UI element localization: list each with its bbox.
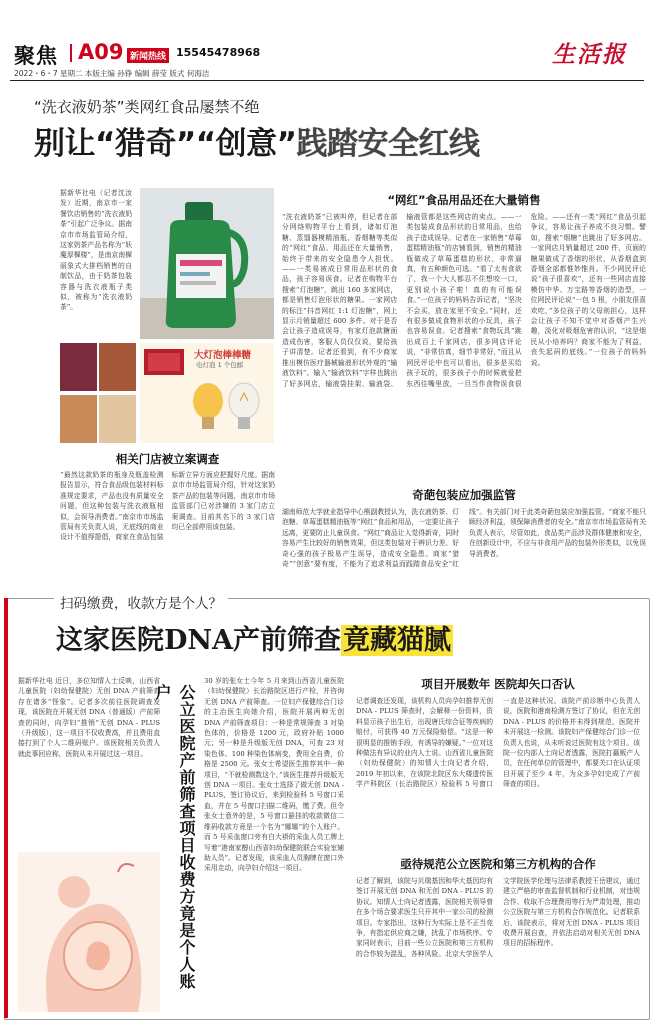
section-title-store-investigation: 相关门店被立案调查 bbox=[115, 452, 220, 466]
photo-pregnant-illustration bbox=[18, 852, 160, 1012]
story2-lead: 据新华社电 近日，多位知情人士反映，山西省儿童医院（妇幼保健院）无创 DNA 产前筛查存在诸多“怪象”。记者多次前往医院调查发现，该医院在开展无创 DNA（普通版）产前筛查的同时，向孕妇“推销”无创 DNA - PLUS（升级版），这一项目不仅收费高，并且费用直接打到了个人二维码账户。该医院相关负责人就此事回应称，医院从未开展过这一项目。 bbox=[18, 677, 160, 758]
story2-headline bbox=[56, 618, 453, 657]
section-divider bbox=[70, 44, 72, 62]
masthead bbox=[0, 0, 654, 82]
story2-vertical-title: 公立医院产前筛查项目收费方竟是个人账户 bbox=[153, 684, 196, 990]
masthead-rule bbox=[10, 80, 644, 81]
section-body-hospital-denial: 记者调查还发现，该机构人员向孕妇推荐无创 DNA - PLUS 筛查时，会解释一份资料，资料显示孩子出生后，出现唐氏综合征等疾病的赔付，可获得 40 万元保险赔偿。“这是一种很明显的推销手段，有诱导的嫌疑。”一位对这种做法有异议的业内人士说。山西省儿童医院（妇幼保健院）的知情人士向记者介绍，2019 年初以来，在该院北院区东大楼遗传医学产科院区（长治路院区）检验科 5 号窗口一直是这种状况。该院产前诊断中心负责人说，医院和港南检测方签订了协议，但在无创 DNA - PLUS 的价格并未得到规范，医院并未开展这一检测。该院妇产保健综合门诊一位负责人也说，从未听说过医院有这个项目。该院一位内部人士向记者透露，医院打赢贩产人员，在任何单位的管理中，都要关口在认证项目开展了至少 4 年，为众多孕妇完成了产前筛查的项目。 bbox=[356, 697, 640, 789]
photo-lightbulb-candy bbox=[140, 343, 274, 443]
pregnancy-illustration bbox=[18, 852, 160, 1012]
photo-bottle-thumbnails bbox=[60, 343, 136, 443]
story1-lead: 据新华社电（记者沈汝发）近期，南京市一家餐饮店销售的“洗衣液奶茶”引起广泛争议。据南京市市场监管局介绍，这家奶茶产品名称为“妖魔厚樨楼”，是南京南樨丽象式大排档销售的自制饮品，由于奶茶包装容器与洗衣液瓶子类似，被称为“洗衣液奶茶”。 bbox=[60, 189, 132, 312]
section-title-cooperation-regulation: 亟待规范公立医院和第三方机构的合作 bbox=[400, 857, 596, 871]
poster-subtitle: 电灯泡 1 个包邮 bbox=[196, 361, 244, 369]
story2-frame-accent bbox=[4, 598, 8, 1018]
headline-suffix: 践踏安全红线 bbox=[296, 126, 480, 162]
headline-highlight: 竟藏猫腻 bbox=[343, 625, 452, 656]
story1-headline bbox=[34, 118, 480, 163]
story2-kicker: 扫码缴费，收款方是个人？ bbox=[54, 592, 228, 612]
section-body-store-investigation: “最然这款奶茶的瓶身及瓶盖检测报告显示，符合食品级包装材料标准规定要求，产品也没有质量安全问题，但这种包装与洗衣液瓶相似，会误导消费者。”南京市市场监管局有关负责人说，无底线的商业设计不值得提倡，商家在食品包装标新立异方面应把握好尺度。据南京市市场监管局介绍，针对这家奶茶产品的包装等问题，南京市市场监管部门已对涉嫌的 3 家门店立案调查。目前其名下的 3 家门店均已全部停用该包装。 bbox=[60, 471, 275, 542]
hotline-number: 15545478968 bbox=[176, 46, 261, 59]
newspaper-logo: 生活报 bbox=[552, 41, 627, 68]
hotline-badge: 新闻热线 bbox=[127, 48, 169, 63]
section-title-online-sales: “网红”食品用品还在大量销售 bbox=[387, 193, 541, 207]
date-line: 2022・6・7 星期二 本版主编 孙铮 编辑 薛莹 版式 何海洁 bbox=[14, 69, 210, 78]
page-number: A09 bbox=[78, 40, 124, 64]
section-title-hospital-denial: 项目开展数年 医院却矢口否认 bbox=[421, 677, 575, 691]
section-body-cooperation-regulation: 记者了解到，该院与贝瑞基因和华大基因均有签订开展无创 DNA 和无创 DNA - PLUS 的协议。知情人士向记者透露，医院相关领导曾在多个场合要求医生只开其中一家公司的检测项目。专家指出，这种行为实际上是不正当竞争，有指定供应商之嫌，扰乱了市场秩序。专家同时表示，目前一些公立医院和第三方机构的合作较为混乱，各种风险。北京大学医学人文学院医学伦理与法律系教授王岳建议，通过建立严格的审查监督机制和行业机制，对违规合作、收取不合理费用等行为严肃处理，推动公立医院与第三方机构合作规范化。记者联系后，该院表示，将对无创 DNA - PLUS 项目收费开展自查，并依法启动对相关无创 DNA 项目的招标程序。 bbox=[356, 877, 640, 958]
section-name: 聚焦 bbox=[14, 44, 58, 68]
bottle-illustration bbox=[140, 188, 274, 339]
story2-col1-body: 30 岁的张女士今年 5 月来到山西省儿童医院（妇幼保健院）长治路院区进行产检，并咨询无创 DNA 产前筛查。一位妇产保健综合门诊的主治医生向她介绍，医院开展两种无创 DNA 产前筛查项目：一种是常规筛查 3 对染色体的，价格是 1200 元，政府补贴 1000 元；另一种是升级版无创 DNA，可查 23 对染色体、100 种染色体病变，费用全自费，价格是 2500 元。张女士希望医生推荐其中一种项目，“不就检测数这个，”该医生推荐升级版无创 DNA 一项目。张女士选择了做无创 DNA - PLUS，签订协议后，来到检验科 5 号窗口采血，并在 5 号窗口扫描二维码，缴了费。但令张女士意外的是，5 号窗口悬挂的收款微信二维码收款方竟是一个名为“娜娜”的个人账户。而 5 号采血窗口旁有白大褂的采血人员工牌上写着“港南家醇山西省妇幼保健院联合实验室辅助人员”。记者发现，该采血人员胸牌在窗口外采用走动，向孕妇介绍这一项目。 bbox=[204, 677, 344, 873]
section-body-online-sales: “洗衣液奶茶”已被叫停，但记者在部分网络购物平台上看到，诸如灯泡糖、蒸馏器模精油瓶、香烟糖等类似的“网红”食品、用品还在大量销售，始终于带来的安全隐患令人担忧。——一类易被成日常用品形状的食品，孩子容易误食。记者在购物平台搜索“灯泡糖”，跳出 160 多家网店，都是销售灯泡形状的糖果。一家网店的标注“抖音网红 1:1 灯泡糖”，网上显示月销量超过 600 多件。对于是否会让孩子造成误导，有家灯泡款糖面造成伤害，客服人员仅仅说，要给孩子讲清楚。记者还看到，有不少商家推出模仿医疗器械输液形状外观的“输液饮料”。输入“输液饮料”字样也跳出了好多网店，输液袋挂架、输液袋、输液管都是这些网店的卖点。——一类包装成食品形状的日常用品，也给孩子造成误导。记者在一家销售“草莓蛋糕精油瓶”的店铺看到，销售的精油瓶做成了草莓蛋糕的形状，非常逼真，有五种颜色可选。“看了太有食欲了，我一个大人都忍不住想咬一口，更别说小孩子啦！真的有可能误食。”一位孩子的妈妈告诉记者，“坚决不会买，放在家里不安全。”同时，还有很多做成食物形状的小玩具，孩子也容易误食。记者搜索“食物玩具”跳出成百上千家网店，很多网店评论说，“非常仿真，细节非常好，”而且从网民评论中也可以看出，很多是买给孩子玩的，很多孩子小的时候就爱把东西往嘴里放，一旦当作食物误食很危险。——还有一类“网红”食品引起争议，容易让孩子养成不良习惯。譬如，搜索“烟糖”也跳出了好多网店。一家网店月销量超过 200 件，页面的糖果做成了香烟的形状，从香烟盒到香烟全部都惟妙惟肖。不少网民评论说“孩子很喜欢”，还有一些网店直接模仿中华、万宝路等香烟的造型，一位网民评论说“一包 5 根，小朋友很喜欢吃，”多位孩子的父母则担心，这样会让孩子不知不觉中对香烟产生兴趣，淡化对吸烟危害的认识，“这是烟民从小培养吗？商家不能为了利益，丧失起码的底线。”一位孩子的妈妈说。 bbox=[282, 213, 646, 388]
poster-title: 大灯泡棒棒糖 bbox=[194, 350, 252, 361]
photo-detergent-bottle bbox=[140, 188, 274, 339]
headline-main: 这家医院DNA产前筛查 bbox=[56, 625, 342, 656]
headline-prefix: 别让 bbox=[34, 126, 95, 162]
section-title-packaging-regulation: 奇葩包装应加强监管 bbox=[412, 488, 516, 502]
headline-quote-2: “创意” bbox=[195, 126, 297, 162]
section-body-packaging-regulation: 湖南师范大学就业指导中心熊副教授认为，洗衣液奶茶、灯泡糖、草莓蛋糕精油瓶等“网红”食品和用品，一定要让孩子远离，更要防止儿童误食。“网红”商品让人觉得新奇，同时容易产生比较好的销售效果，但这类包装对于辨识力差、好奇心强的孩子极易产生误导，造成安全隐患。商家“猎奇”“创意”要有度，不能为了追求利益而践踏食品安全“红线”。有关部门对于此类奇葩包装应加强监管。“商家不能只顾经济利益，须保障消费者的安全。”南京市市场监管局有关负责人表示，尽管如此，食品类产品涉及群体健康和安全，在创新设计中，不应与非食用产品的包装外形类似，以免误导消费者。 bbox=[282, 508, 646, 569]
story1-kicker: “洗衣液奶茶”类网红食品屡禁不绝 bbox=[34, 98, 260, 116]
bulb-illustration bbox=[140, 343, 274, 443]
headline-quote-1: “猎奇” bbox=[95, 126, 196, 162]
